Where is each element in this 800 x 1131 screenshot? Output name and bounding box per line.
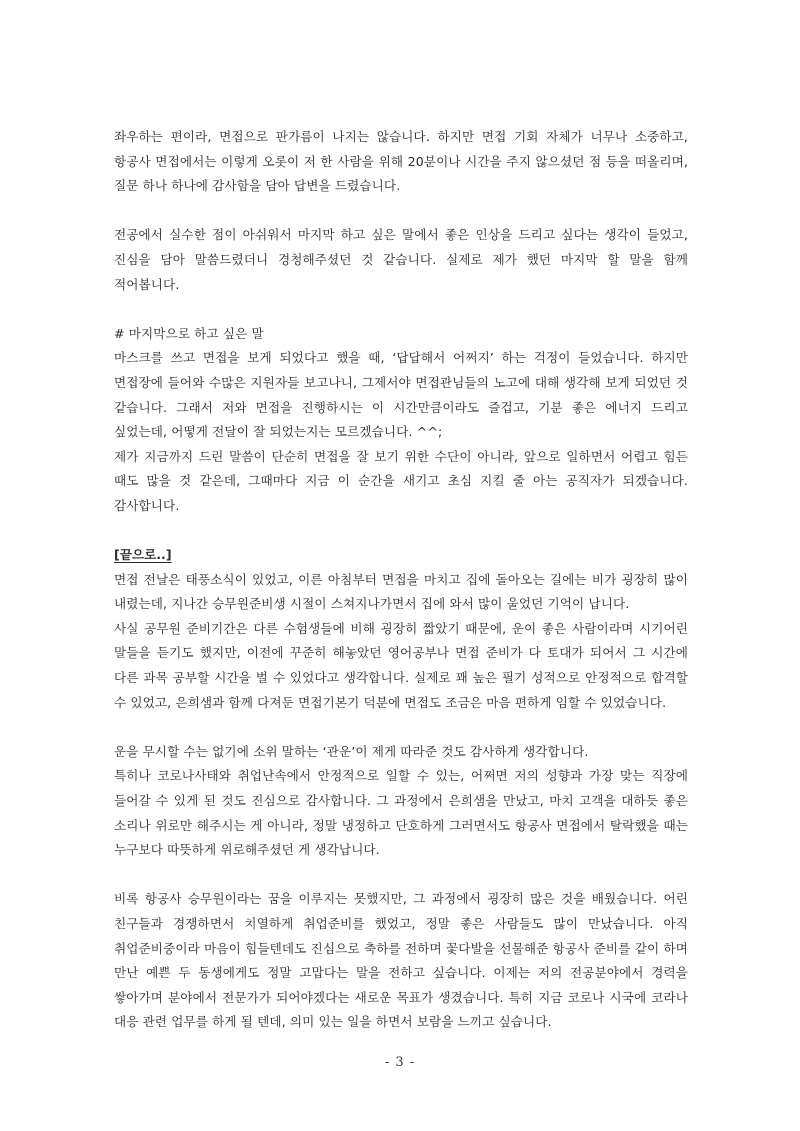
paragraph-public-servant-pledge: 제가 지금까지 드린 말씀이 단순히 면접을 잘 보기 위한 수단이 아니라, 앞으로 일하면서 어렵고 힘든 때도 많을 것 같은데, 그때마다 지금 이 순간을 새기고 초심 지킬 줄 아는 공직자가 되겠습니다. 감사합니다.	[114, 448, 688, 513]
paragraph-typhoon-day: 면접 전날은 태풍소식이 있었고, 이른 아침부터 면접을 마치고 집에 돌아오는 길에는 비가 굉장히 많이 내렸는데, 지나간 승무원준비생 시절이 스쳐지나가면서 집에 와서 많이 울었던 기억이 납니다.	[114, 571, 688, 612]
paragraph-closing-remarks-intro: 전공에서 실수한 점이 아쉬워서 마지막 하고 싶은 말에서 좋은 인상을 드리고 싶다는 생각이 들었고, 진심을 담아 말씀드렸더니 경청해주셨던 것 같습니다. 실제로 제가 했던 마지막 할 말을 함께 적어봅니다.	[114, 227, 688, 292]
paragraph-thanks-teacher: 특히나 코로나사태와 취업난속에서 안정적으로 일할 수 있는, 어쩌면 저의 성향과 가장 맞는 직장에 들어갈 수 있게 된 것도 진심으로 감사합니다. 그 과정에서 은희샘을 만났고, 마치 고객을 대하듯 좋은 소리나 위로만 해주시는 게 아니라, 정말 냉정하고 단호하게 그러면서도 항공사 면접에서 탈락했을 때는 누구보다 따뜻하게 위로해주셨던 게 생각납니다.	[114, 768, 688, 858]
paragraph-new-goal: 비록 항공사 승무원이라는 꿈을 이루지는 못했지만, 그 과정에서 굉장히 많은 것을 배웠습니다. 어린 친구들과 경쟁하면서 치열하게 취업준비를 했었고, 정말 좋은 사람들도 많이 만났습니다. 아직 취업준비중이라 마음이 힘들텐데도 진심으로 축하를 전하며 꽃다발을 선물해준 항공사 준비를 같이 하며 만난 예쁜 두 동생에게도 정말 고맙다는 말을 전하고 싶습니다. 이제는 저의 전공분야에서 경력을 쌓아가며 분야에서 전문가가 되어야겠다는 새로운 목표가 생겼습니다. 특히 지금 코로나 시국에 코라나 대응 관련 업무를 하게 될 텐데, 의미 있는 일을 하면서 보람을 느끼고 싶습니다.	[114, 891, 688, 1030]
subheading-last-words: # 마지막으로 하고 싶은 말	[114, 325, 264, 341]
paragraph-interview-gratitude: 좌우하는 편이라, 면접으로 판가름이 나지는 않습니다. 하지만 면접 기회 자체가 너무나 소중하고, 항공사 면접에서는 이렇게 오롯이 저 한 사람을 위해 20분이나 시간을 주지 않으셨던 점 등을 떠올리며, 질문 하나 하나에 감사함을 담아 답변을 드렸습니다.	[114, 129, 688, 194]
document-body	[114, 125, 688, 1035]
paragraph-mask-interview: 마스크를 쓰고 면접을 보게 되었다고 했을 때, ‘답답해서 어쩌지’ 하는 걱정이 들었습니다. 하지만 면접장에 들어와 수많은 지원자들 보고나니, 그제서야 면접관님들의 노고에 대해 생각해 보게 되었던 것 같습니다. 그래서 저와 면접을 진행하시는 이 시간만큼이라도 즐겁고, 기분 좋은 에너지 드리고 싶었는데, 어떻게 전달이 잘 되었는지는 모르겠습니다. ^^;	[114, 350, 688, 440]
page-number: - 3 -	[384, 1055, 416, 1070]
paragraph-preparation-period: 사실 공무원 준비기간은 다른 수험생들에 비해 굉장히 짧았기 때문에, 운이 좋은 사람이라며 시기어린 말들을 듣기도 했지만, 이전에 꾸준히 해놓았던 영어공부나 면접 준비가 다 토대가 되어서 그 시간에 다른 과목 공부할 시간을 벌 수 있었다고 생각합니다. 실제로 꽤 높은 필기 성적으로 안정적으로 합격할 수 있었고, 은희샘과 함께 다져둔 면접기본기 덕분에 면접도 조금은 마음 편하게 임할 수 있었습니다.	[114, 620, 688, 710]
section-heading-finally: [끝으로..]	[114, 547, 172, 563]
paragraph-luck: 운을 무시할 수는 없기에 소위 말하는 ‘관운’이 제게 따라준 것도 감사하게 생각합니다.	[114, 743, 589, 759]
